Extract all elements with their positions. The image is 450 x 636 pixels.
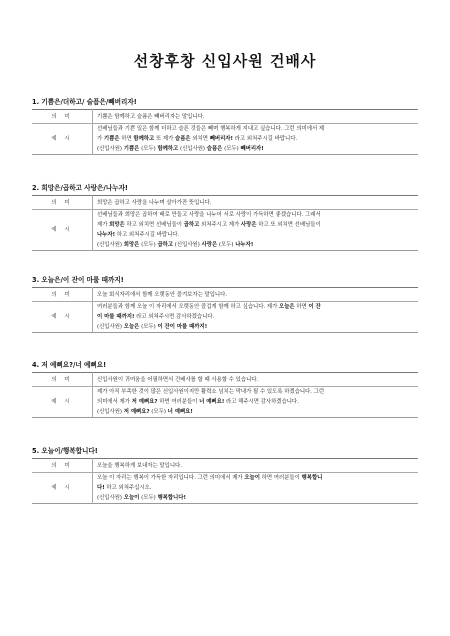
example-text-run: (모두) [139,242,158,248]
toast-cheer: 오늘이 [244,475,260,481]
toast-cheer: 희망은 [123,242,140,248]
toast-cheer: 사랑은 [201,242,218,248]
toast-table [32,195,418,251]
example-text [93,124,419,155]
toast-cheer: 빼버리자! [240,146,264,152]
section-5 [32,446,418,504]
toast-cheer: 이 잔 [308,304,321,310]
example-text-run: 하고 외치면 선배님들이 [124,222,184,228]
section-heading: 2. 희망은/곱하고 사랑은/나누자! [32,184,128,192]
example-line [97,493,414,503]
example-text-run: (모두) [149,409,168,415]
example-text-run: 또 제가 [154,136,175,142]
toast-cheer: 함께하고 [157,146,179,152]
example-label: 예 시 [32,473,93,504]
toast-cheer: 나누자! [235,242,254,248]
meaning-row [32,288,418,302]
meaning-text: 희망은 곱하고 사랑을 나누며 살아가잔 뜻입니다. [93,196,419,210]
toast-cheer: 너 예뻐요! [167,409,193,415]
example-line [97,144,414,154]
toast-cheer: 행복합니다! [157,495,186,501]
example-text [93,387,419,418]
toast-cheer: 오늘이 [123,495,140,501]
example-text-run: 하고 외쳐주시길 바랍니다. [115,232,180,238]
example-text-run: 의미에서 제가 [97,399,132,405]
example-text-run: 가 [97,136,104,142]
meaning-label: 의 미 [32,288,93,302]
example-text-run: (모두) [222,146,241,152]
toast-table [32,372,418,418]
meaning-row [32,373,418,387]
section-heading: 1. 기쁨은/더하고/ 슬픔은/빼버리자! [32,98,137,106]
toast-cheer: 이 잔이 마를 때까지! [157,324,208,330]
example-text-run: 라고 외쳐주시면 감사하겠습니다. [134,314,215,320]
example-line [97,387,414,397]
example-text-run: (신입사원) [97,495,124,501]
example-text-run: 여러분들과 함께 오늘 이 자리에서 오랫동안 즐겁게 함께 하고 싶습니다. 제가 [97,304,279,310]
meaning-row [32,110,418,124]
example-text-run: 하면 [119,136,134,142]
toast-cheer: 저 예뻐요? [131,399,158,405]
meaning-text: 신입사원이 귀여움을 어필하면서 건배사를 할 때 사용할 수 있습니다. [93,373,419,387]
toast-cheer: 이 마를 때까지! [97,314,135,320]
example-text-run: (신입사원) [97,324,124,330]
toast-cheer: 나누자! [97,232,116,238]
example-text-run: 하면 [294,304,309,310]
meaning-label: 의 미 [32,196,93,210]
example-text-run: 선배님들과 희망은 곱하여 배로 만들고 사랑을 나누어 서로 사랑이 가득하면 좋겠습니다. 그래서 [97,212,321,218]
example-line [97,302,414,312]
toast-cheer: 슬픔은 [206,146,223,152]
example-text-run: (신입사원) [97,146,124,152]
meaning-label: 의 미 [32,110,93,124]
toast-cheer: 너 예뻐요! [199,399,225,405]
meaning-label: 의 미 [32,373,93,387]
example-line [97,407,414,417]
example-text-run: (신입사원) [97,242,124,248]
example-line [97,124,414,134]
toast-cheer: 곱하고 [183,222,200,228]
example-text-run: 하고 또 외치면 선배님들이 [256,222,321,228]
toast-cheer: 오늘은 [123,324,140,330]
example-line [97,230,414,240]
toast-cheer: 함께하고 [133,136,155,142]
example-line [97,473,414,483]
example-text-run: 오늘 이 자리는 행복이 가득한 자리입니다. 그런 의미에서 제가 [97,475,245,481]
example-text [93,210,419,251]
section-1 [32,97,418,155]
example-line [97,134,414,144]
section-heading: 4. 저 예뻐요?/너 예뻐요! [32,361,107,369]
toast-cheer: 행복합니 [301,475,323,481]
example-line [97,210,414,220]
toast-cheer: 다! [97,485,105,491]
example-text-run: (신입사원) [173,242,202,248]
section-2 [32,183,418,251]
example-text-run: (신입사원) [97,409,124,415]
example-line [97,483,414,493]
example-text-run: (신입사원) [178,146,207,152]
meaning-label: 의 미 [32,459,93,473]
toast-cheer: 슬픔은 [175,136,191,142]
example-line [97,240,414,250]
example-row [32,302,418,333]
example-line [97,322,414,332]
example-label: 예 시 [32,302,93,333]
example-text-run: 외쳐주시고 제가 [199,222,241,228]
toast-table [32,109,418,155]
section-heading: 5. 오늘이/행복합니다! [32,447,98,455]
example-label: 예 시 [32,387,93,418]
example-line [97,220,414,230]
meaning-row [32,459,418,473]
toast-cheer: 희망은 [109,222,125,228]
example-text-run: (모두) [217,242,236,248]
example-label: 예 시 [32,124,93,155]
meaning-text: 오늘을 행복하게 보내자는 말입니다. [93,459,419,473]
example-text-run: 외치면 [190,136,210,142]
toast-table [32,458,418,504]
example-row [32,387,418,418]
meaning-row [32,196,418,210]
example-text-run: 하고 외쳐주십시오. [104,485,152,491]
toast-cheer: 오늘은 [279,304,295,310]
toast-cheer: 빼버리자! [209,136,233,142]
example-text-run: 선배님들과 기쁜 일은 함께 더하고 슬픈 것들은 빼며 행복하게 지내고 싶습니다. 그런 의미에서 제 [97,126,325,132]
example-text-run: 제가 [97,222,110,228]
example-text-run: 라고 외쳐주시길 바랍니다. [232,136,298,142]
section-heading: 3. 오늘은/이 잔이 마룰 때까지! [32,276,124,284]
example-line [97,397,414,407]
toast-cheer: 곱하고 [157,242,174,248]
toast-cheer: 기쁨은 [103,136,120,142]
section-4 [32,360,418,418]
example-text [93,473,419,504]
toast-cheer: 기쁨은 [123,146,140,152]
example-line [97,312,414,322]
example-label: 예 시 [32,210,93,251]
example-text-run: 하면 여러분들이 [259,475,302,481]
example-row [32,473,418,504]
example-text-run: (모두) [139,146,158,152]
example-row [32,124,418,155]
toast-table [32,287,418,333]
example-row [32,210,418,251]
meaning-text: 기쁨은 함께하고 슬픔은 빼버리자는 말입니다. [93,110,419,124]
toast-cheer: 사랑은 [240,222,257,228]
example-text-run: (모두) [139,495,158,501]
example-text [93,302,419,333]
meaning-text: 오늘 회식자리에서 함께 오랫동안 즐겨보자는 말입니다. [93,288,419,302]
example-text-run: 하면 여러분들이 [157,399,200,405]
toast-cheer: 저 예뻐요? [123,409,150,415]
example-text-run: (모두) [139,324,158,330]
example-text-run: 제가 아직 부족한 것이 많은 신입사원이지만 활력소 넘치는 막내가 될 수 있도록 하겠습니다. 그런 [97,389,325,395]
section-3 [32,275,418,333]
page-title: 선창후창 신입사원 건배사 [133,52,317,70]
example-text-run: 라고 해주시면 감사하겠습니다. [224,399,299,405]
